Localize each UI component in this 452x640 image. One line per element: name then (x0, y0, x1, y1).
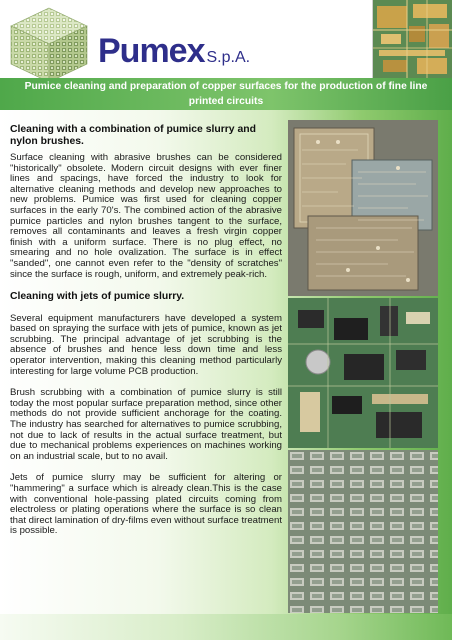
footer-band (0, 614, 452, 640)
pcb-closeup-photo-icon (288, 450, 438, 613)
header (0, 0, 452, 86)
section-paragraph: Brush scrubbing with a combination of pumice slurry is still today the most popular surface preparation method, since other methods do not provide sufficient anchorage for the coating. The industry has searched for alternatives to pumice scrubbing, not due to lack of results in the actual surface treatment, but due to mechanical problems experiences on machines working on an industrial scale, but to no avail. (10, 387, 282, 462)
brand-wordmark (98, 32, 250, 72)
brand-name: Pumex (98, 32, 205, 70)
title-band (0, 78, 452, 110)
pcb-panel-photo-icon (288, 120, 438, 296)
page-title: Pumice cleaning and preparation of copper surfaces for the production of fine line printed circuits (24, 81, 428, 107)
section-heading: Cleaning with a combination of pumice slurry and nylon brushes. (10, 124, 256, 147)
circuit-board-photo-icon (372, 0, 452, 78)
pcb-components-photo-icon (288, 298, 438, 448)
section-paragraph: Surface cleaning with abrasive brushes can be considered "historically" obsolete. Modern circuit designs with ever finer lines and spacings, have forced the industry to look for alternative cleaning methods and develop new approaches to new problems. Pumice was first used for cleaning copper surfaces in the early 70's. The combined action of the abrasive pumice particles and nylon brushes tangent to the surface, removes all contaminants and leaves a fresh virgin copper finish with a uniform surface. There is no plug effect, no smearing and no hole ovalization. The surface is in effect "sanded", one cannot even refer to the "density of scratches" since the surface is rough, uniform, and extremely peak-rich. (10, 152, 282, 280)
cube-lattice-logo-icon (8, 6, 90, 84)
section-paragraph: Jets of pumice slurry may be sufficient for altering or "hammering" a surface which is already clean.This is the case with conventional hole-passing plated circuits coming from electroless or plating operations where the surface is so clean that direct lamination of dry-films even without surface treatment is possible. (10, 472, 282, 537)
brand-suffix: S.p.A. (206, 49, 251, 66)
text-column (10, 124, 282, 608)
section-heading: Cleaning with jets of pumice slurry. (10, 291, 185, 303)
section-paragraph: Several equipment manufacturers have developed a system based on spraying the surface with jets of pumice, known as jet scrubbing. The principal advantage of jet scrubbing is the absence of brushes and hence less down time and less operator intervention, making this cleaning method particularly interesting for large volume PCB production. (10, 312, 282, 377)
